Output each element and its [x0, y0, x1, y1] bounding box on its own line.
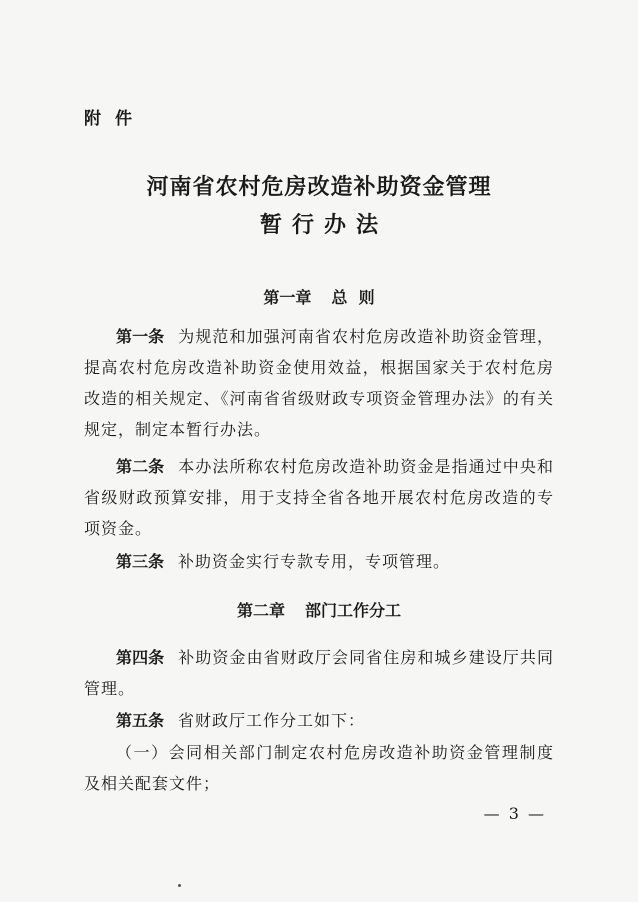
article-1 [84, 321, 554, 445]
article-number: 第四条 [116, 648, 165, 667]
article-number: 第五条 [116, 711, 165, 730]
article-text: 补助资金实行专款专用，专项管理。 [178, 552, 451, 571]
article-3 [84, 546, 554, 577]
article-number: 第一条 [116, 327, 165, 346]
chapter-heading-1 [0, 285, 638, 308]
article-2 [84, 451, 554, 544]
chapter-name: 总 则 [331, 288, 375, 307]
article-text: 为规范和加强河南省农村危房改造补助资金管理，提高农村危房改造补助资金使用效益，根据国家关于农村危房改造的相关规定、《河南省省级财政专项资金管理办法》的有关规定，制定本暂行办法。 [84, 327, 554, 439]
document-title-line-1: 河南省农村危房改造补助资金管理 [146, 174, 492, 200]
chapter-number: 第一章 [263, 288, 312, 307]
article-text: 补助资金由省财政厅会同省住房和城乡建设厅共同管理。 [84, 648, 554, 698]
chapter-number: 第二章 [236, 601, 285, 620]
article-4 [84, 642, 554, 704]
article-5 [84, 705, 554, 736]
article-text: 省财政厅工作分工如下： [178, 711, 366, 730]
document-title-line-2: 暂行办法 [259, 212, 388, 238]
article-text: 本办法所称农村危房改造补助资金是指通过中央和省级财政预算安排，用于支持全省各地开展农村危房改造的专项资金。 [84, 457, 554, 538]
chapter-name: 部门工作分工 [305, 601, 402, 620]
scan-speck [178, 884, 181, 887]
page-number: — 3 — [483, 804, 546, 823]
article-number: 第二条 [116, 457, 165, 476]
article-5-item-1: （一）会同相关部门制定农村危房改造补助资金管理制度及相关配套文件； [84, 743, 554, 793]
chapter-heading-2 [0, 598, 638, 621]
article-number: 第三条 [116, 552, 165, 571]
attachment-label: 附件 [84, 109, 146, 129]
